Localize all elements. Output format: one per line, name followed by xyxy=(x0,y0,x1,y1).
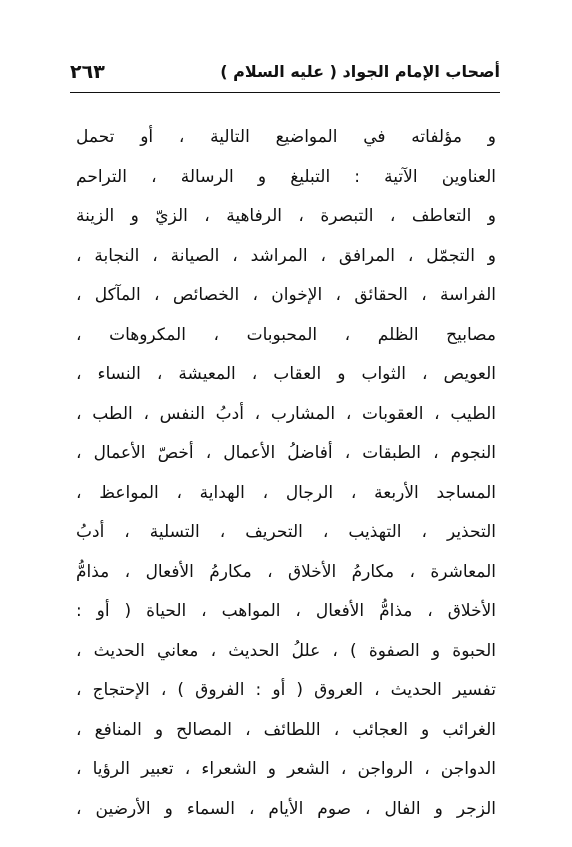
page-number: ٢٦٣ xyxy=(70,61,105,83)
text-line: الفراسة ، الحقائق ، الإخوان ، الخصائص ، المآكل ، xyxy=(76,285,496,305)
text-line: الطيب ، العقوبات ، المشارب ، أدبُ النفس ، الطب ، xyxy=(76,403,496,424)
text-line: و التعاطف ، التبصرة ، الرفاهية ، الزيّ و الزينة xyxy=(76,206,496,226)
text-line: الأخلاق ، مذامُّ الأفعال ، المواهب ، الحياة ( أو : xyxy=(76,601,496,621)
text-line: العناوين الآتية : التبليغ و الرسالة ، التراحم xyxy=(76,166,496,187)
page-header xyxy=(70,58,500,93)
text-line: و مؤلفاته في المواضيع التالية ، أو تحمل xyxy=(76,127,496,147)
text-line: الغرائب و العجائب ، اللطائف ، المصالح و المنافع ، xyxy=(76,719,496,740)
text-line: المعاشرة ، مكارمُ الأخلاق ، مكارمُ الأفعال ، مذامُّ xyxy=(76,561,496,582)
text-line: التحذير ، التهذيب ، التحريف ، التسلية ، أدبُ xyxy=(76,522,496,542)
text-line: المساجد الأربعة ، الرجال ، الهداية ، المواعظ ، xyxy=(76,482,496,503)
text-line: النجوم ، الطبقات ، أفاضلُ الأعمال ، أخصّ الأعمال ، xyxy=(76,443,496,463)
text-line: مصابيح الظلم ، المحبوبات ، المكروهات ، xyxy=(76,324,496,345)
text-line: الدواجن ، الرواجن ، الشعر و الشعراء ، تعبير الرؤيا ، xyxy=(76,759,496,779)
text-line: العويص ، الثواب و العقاب ، المعيشة ، النساء ، xyxy=(76,364,496,384)
running-title: أصحاب الإمام الجواد ( عليه السلام ) xyxy=(220,62,500,81)
body-text xyxy=(76,118,496,829)
text-line: تفسير الحديث ، العروق ( أو : الفروق ) ، الإحتجاج ، xyxy=(76,680,496,700)
text-line: الحبوة و الصفوة ) ، عللُ الحديث ، معاني الحديث ، xyxy=(76,640,496,661)
text-line: الزجر و الفال ، صوم الأيام ، السماء و الأرضين ، xyxy=(76,798,496,819)
text-line: و التجمّل ، المرافق ، المراشد ، الصيانة ، النجابة ، xyxy=(76,245,496,266)
